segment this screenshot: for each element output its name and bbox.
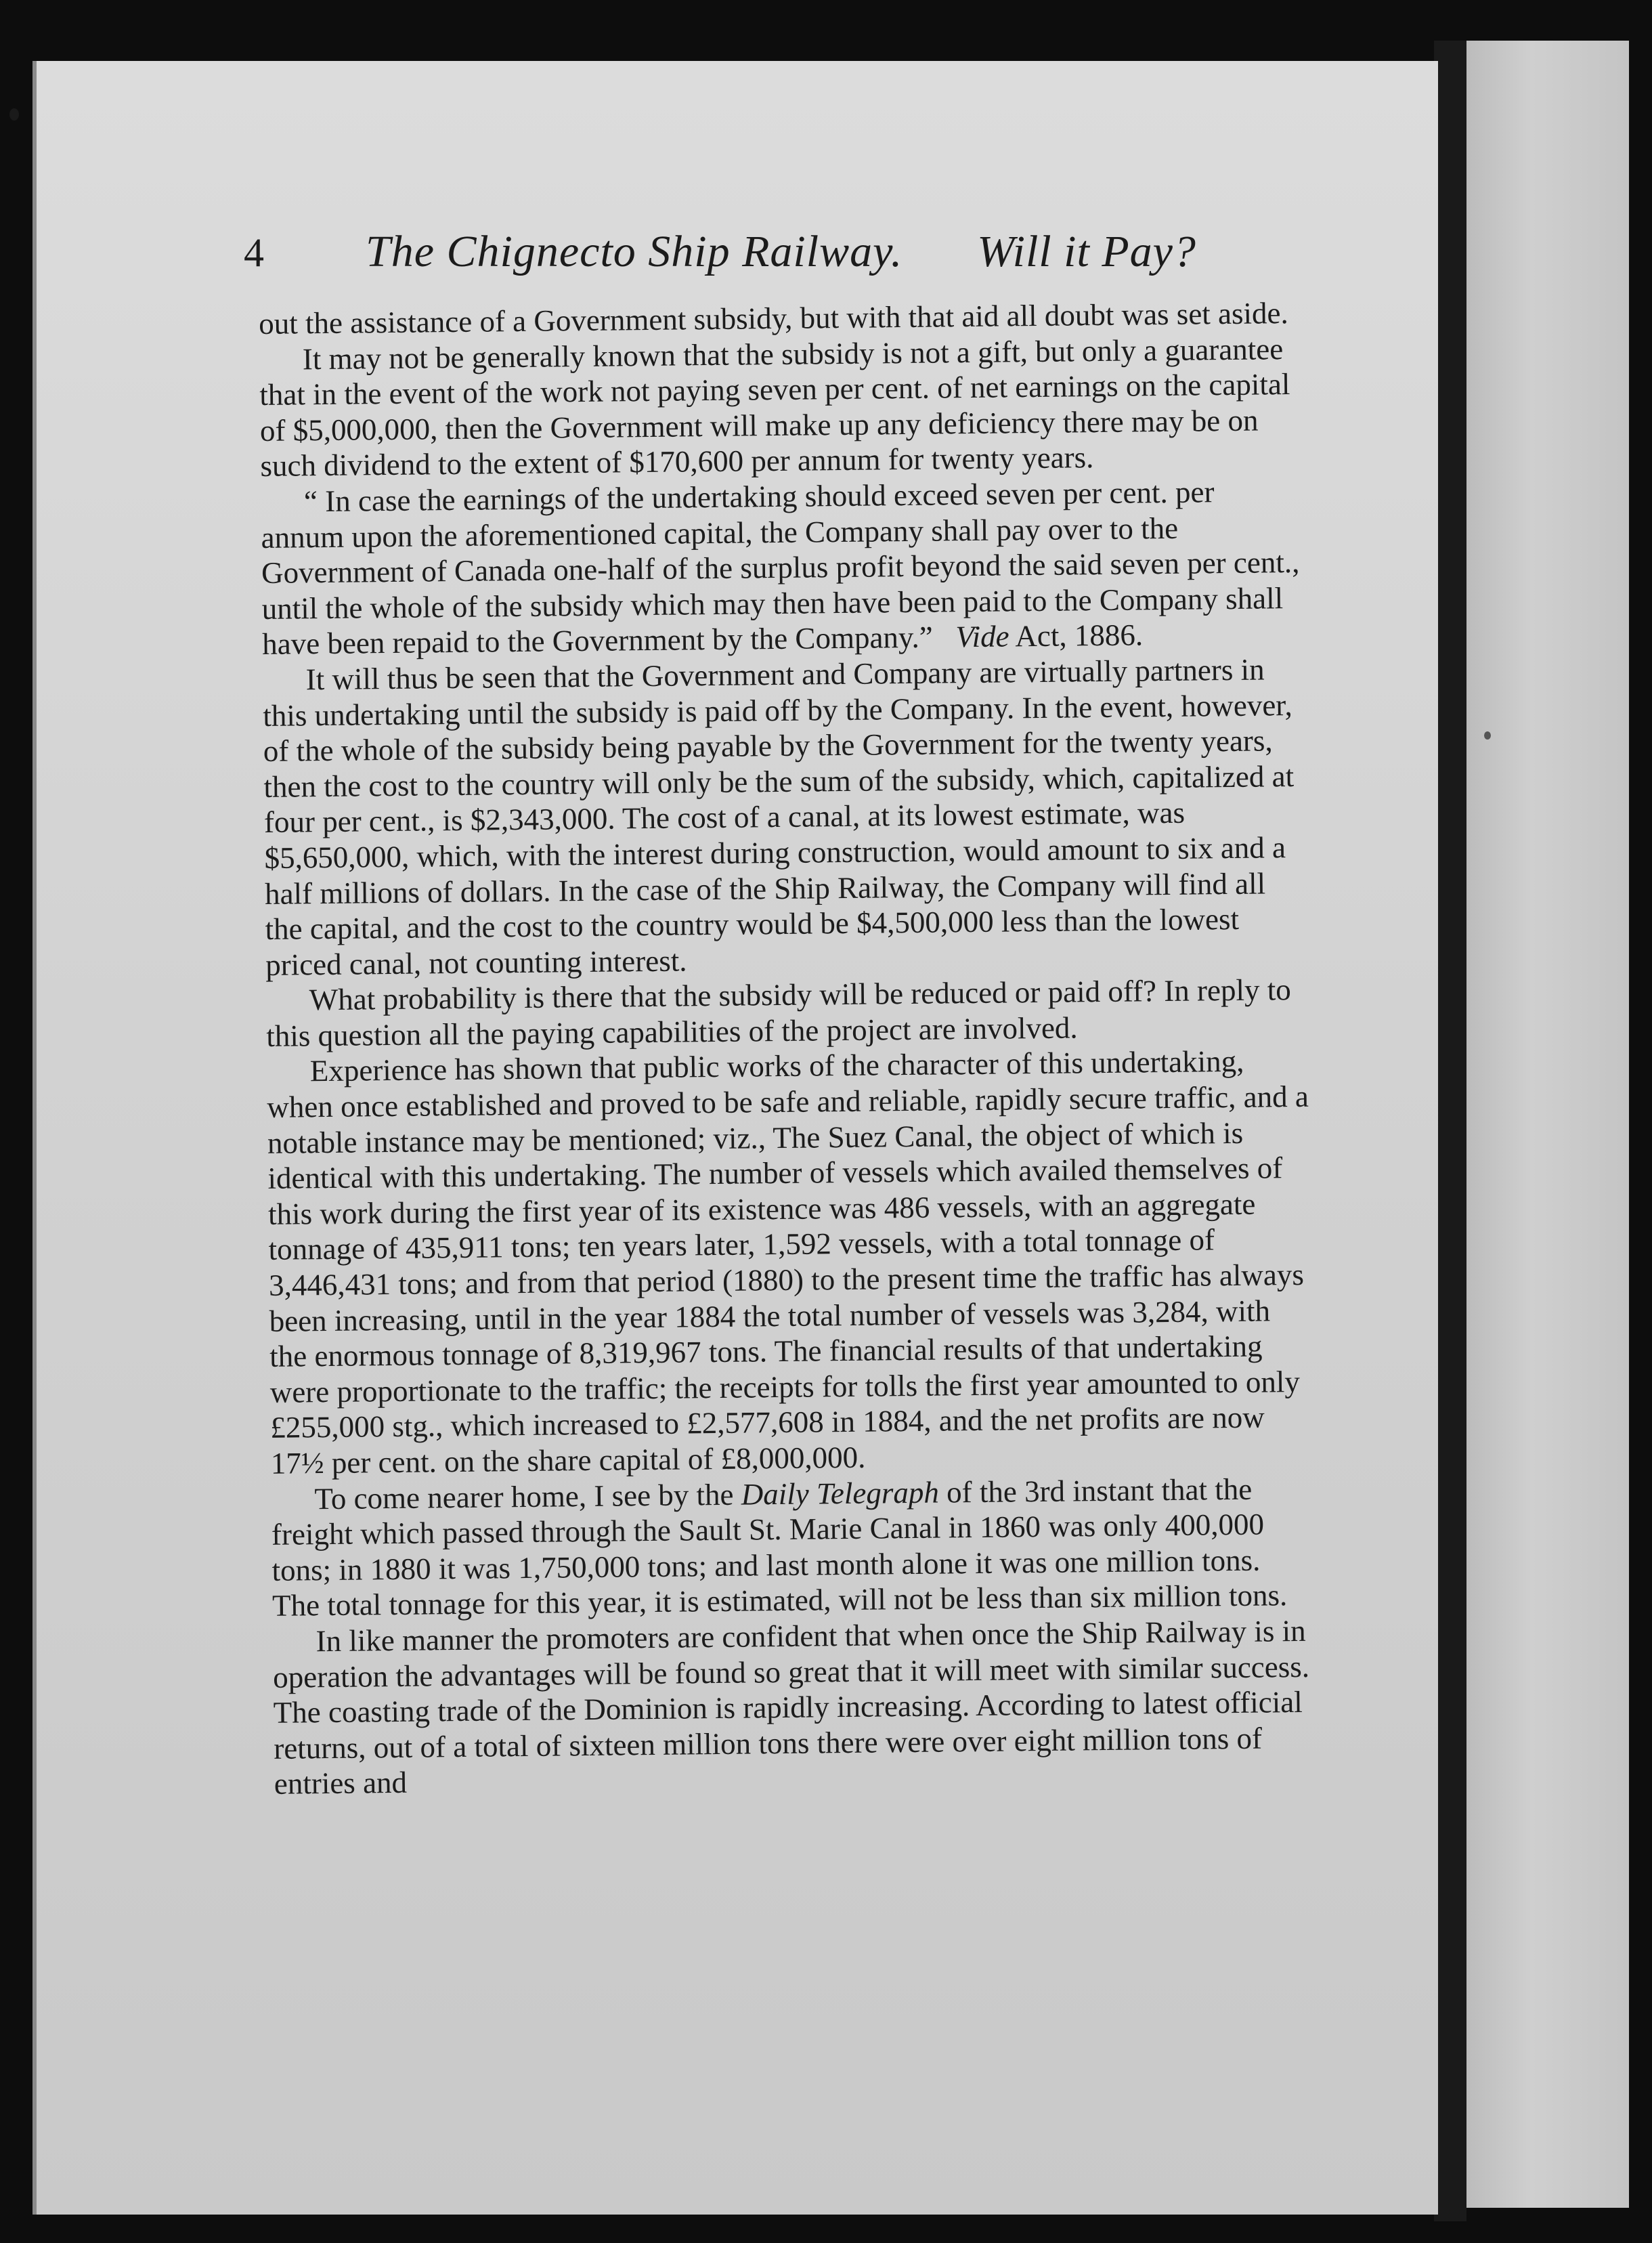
paragraph-quote: [261, 473, 1305, 662]
quote-text: “ In case the earnings of the undertaking should exceed seven per cent. per annum upon the aforementioned capital, the Company shall pay over to the Government of Canada one-half of the surplus profit beyond the said seven per cent., until the whole of the subsidy which may then have been paid to the Company shall have been repaid to the Government by the Company.”: [261, 475, 1300, 662]
paragraph: What probability is there that the subsidy will be reduced or paid off? In reply to this question all the paying capabilities of the project are involved.: [266, 973, 1291, 1053]
scan-speck: [9, 108, 19, 121]
act-citation: Act, 1886.: [1009, 618, 1144, 654]
vide-label: Vide: [955, 619, 1009, 654]
paragraph: out the assistance of a Government subsidy, but with that aid all doubt was set aside.: [259, 296, 1288, 341]
paragraph: [271, 1470, 1315, 1623]
running-title: [366, 228, 1196, 276]
facing-page-edge: [1466, 41, 1629, 2208]
paragraph: It may not be generally known that the subsidy is not a gift, but only a guarantee that in the event of the work not paying seven per cent. of net earnings on the capital of $5,000,000, then the Government will make up any deficiency there may be on such dividend to the extent of $170,600 per annum for twenty years.: [259, 331, 1290, 484]
scan-speck: [1484, 731, 1491, 740]
paragraph-text: of the 3rd instant that the freight which passed through the Sault St. Marie Canal in 1860 was only 400,000 tons; in 1880 it was 1,750,000 tons; and last month alone it was one million tons. The total tonnage for this year, it is estimated, will not be less than six million tons.: [271, 1472, 1288, 1623]
page-number: 4: [244, 230, 264, 275]
running-title-left: The Chignecto Ship Railway.: [366, 227, 903, 276]
paragraph-text: To come nearer home, I see by the: [314, 1477, 742, 1516]
paragraph: Experience has shown that public works of the character of this undertaking, when once established and proved to be safe and reliable, rapidly secure traffic, and a notable instance may be mentioned; viz., The Suez Canal, the object of which is identical with this undertaking. The number of vessels which availed themselves of this work during the first year of its existence was 486 vessels, with an aggregate tonnage of 435,911 tons; ten years later, 1,592 vessels, with a total tonnage of 3,446,431 tons; and from that period (1880) to the present time the traffic has always been increasing, until in the year 1884 the total number of vessels was 3,284, with the enormous tonnage of 8,319,967 tons. The financial results of that undertaking were proportionate to the traffic; the receipts for tolls the first year amounted to only £255,000 stg., which increased to £2,577,608 in 1884, and the net profits are now 17½ per cent. on the share capital of £8,000,000.: [267, 1044, 1309, 1480]
body-text: [259, 295, 1317, 1802]
newspaper-title: Daily Telegraph: [741, 1475, 940, 1512]
paragraph: It will thus be seen that the Government and Company are virtually partners in this undertaking until the subsidy is paid off by the Company. In the event, however, of the whole of the subsidy being payable by the Government for the twenty years, then the cost to the country will only be the sum of the subsidy, which, capitalized at four per cent., is $2,343,000. The cost of a canal, at its lowest estimate, was $5,650,000, which, with the interest during construction, would amount to six and a half millions of dollars. In the case of the Ship Railway, the Company will find all the capital, and the cost to the country would be $4,500,000 less than the lowest priced canal, not counting interest.: [263, 652, 1295, 982]
running-title-right: Will it Pay?: [977, 227, 1196, 276]
page-header: [244, 215, 1196, 290]
paragraph: In like manner the promoters are confident that when once the Ship Railway is in operation the advantages will be found so great that it will meet with similar success. The coasting trade of the Dominion is rapidly increasing. According to latest official returns, out of a total of sixteen million tons there were over eight million tons of entries and: [272, 1613, 1310, 1801]
binding-gutter: [1434, 41, 1466, 2221]
